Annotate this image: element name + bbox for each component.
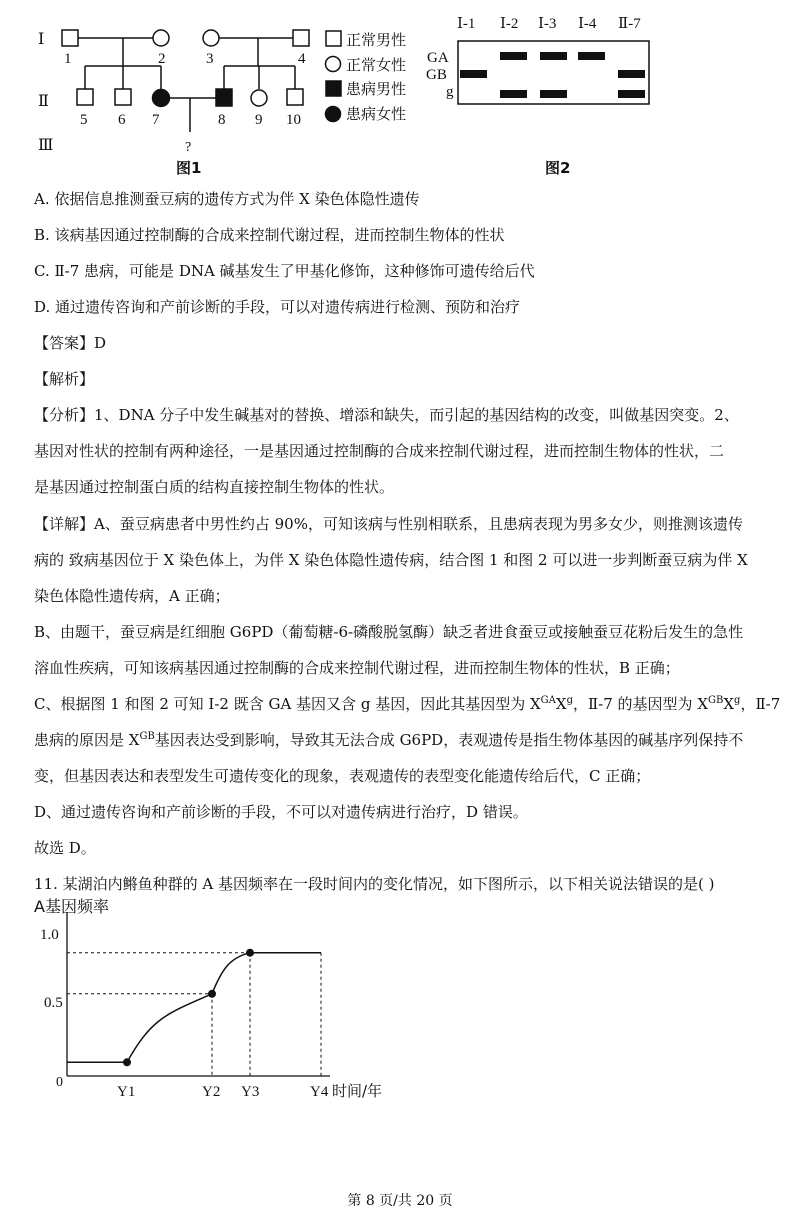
genotype-sup-gb: GB (708, 695, 724, 706)
genotype-sup-gb2: GB (139, 731, 155, 742)
band-ii7-gb (618, 70, 645, 78)
x-tick-label-y3: Y3 (241, 1084, 260, 1100)
genotype-x2: X (723, 695, 735, 713)
lane-label-i2: Ⅰ-2 (500, 16, 519, 32)
gene-frequency-chart (0, 890, 440, 1105)
individual-3-normal-female (203, 30, 219, 46)
lane-label-i1: Ⅰ-1 (457, 16, 476, 32)
band-i3-ga (540, 52, 567, 60)
y-tick-label-05: 0.5 (44, 995, 63, 1011)
lane-label-i4: Ⅰ-4 (578, 16, 597, 32)
genotype-sup-ga: GA (540, 695, 556, 706)
generation-label-3: Ⅲ (38, 137, 54, 154)
individual-9-normal-female (251, 90, 267, 106)
number-10: 10 (286, 112, 301, 128)
genotype-sup-g1: g (566, 695, 573, 706)
conclusion: 故选 D。 (34, 839, 96, 857)
series-line-a-frequency (67, 953, 321, 1063)
data-point-1 (123, 1058, 131, 1066)
option-d: D. 通过遗传咨询和产前诊断的手段，可以对遗传病进行检测、预防和治疗 (34, 298, 521, 316)
generation-label-1: Ⅰ (38, 31, 45, 48)
chart-xlabel: 时间/年 (332, 1082, 383, 1100)
option-c: C. Ⅱ-7 患病，可能是 DNA 碱基发生了甲基化修饰，这种修饰可遗传给后代 (34, 262, 535, 280)
x-tick-label-y1: Y1 (117, 1084, 136, 1100)
detail-a-line-1: 【详解】A、蚕豆病患者中男性约占 90%，可知该病与性别相联系，且患病表现为男多女少，则推测该遗传 (34, 515, 743, 533)
number-9: 9 (255, 112, 263, 128)
legend-normal-male-label: 正常男性 (346, 31, 407, 49)
band-i4-ga (578, 52, 605, 60)
legend-normal-female-icon (326, 57, 341, 72)
x-tick-label-y2: Y2 (202, 1084, 221, 1100)
detail-c-line-2 (34, 730, 770, 750)
band-i2-g (500, 90, 527, 98)
individual-4-normal-male (293, 30, 309, 46)
individual-2-normal-female (153, 30, 169, 46)
detail-c-text-5: 基因表达受到影响，导致其无法合成 G6PD，表观遗传是指生物体基因的碱基序列保持不 (154, 731, 744, 749)
individual-10-normal-male (287, 89, 303, 105)
origin-label: 0 (56, 1075, 63, 1090)
detail-c-line-3: 变，但基因表达和表型发生可遗传变化的现象，表观遗传的表型变化能遗传给后代，C 正确； (34, 767, 651, 785)
number-1: 1 (64, 51, 72, 67)
analysis-line-3: 是基因通过控制蛋白质的结构直接控制生物体的性状。 (34, 478, 395, 496)
option-b: B. 该病基因通过控制酶的合成来控制代谢过程，进而控制生物体的性状 (34, 226, 505, 244)
row-label-ga: GA (427, 50, 449, 66)
legend-normal-male-icon (326, 31, 341, 46)
x-tick-label-y4: Y4 (310, 1084, 329, 1100)
page-footer: 第 8 页/共 20 页 (347, 1193, 453, 1209)
genotype-x: X (555, 695, 567, 713)
chart-ylabel: A基因频率 (34, 897, 109, 916)
number-6: 6 (118, 112, 126, 128)
analysis-line-1: 【分析】1、DNA 分子中发生碱基对的替换、增添和缺失，而引起的基因结构的改变，叫做基因突变。2、 (34, 406, 739, 424)
figure2-caption: 图2 (545, 159, 571, 177)
generation-label-2: Ⅱ (38, 93, 49, 110)
individual-7-affected-female (153, 90, 170, 107)
analysis-line-2: 基因对性状的控制有两种途径，一是基因通过控制酶的合成来控制代谢过程，进而控制生物体的性状，二 (34, 442, 725, 460)
legend-affected-female-icon (326, 107, 341, 122)
answer: 【答案】D (34, 334, 107, 352)
figure1-pedigree (0, 0, 420, 185)
detail-d-line-1: D、通过遗传咨询和产前诊断的手段，不可以对遗传病进行治疗，D 错误。 (34, 803, 528, 821)
question-11: 11. 某湖泊内鳉鱼种群的 A 基因频率在一段时间内的变化情况，如下图所示，以下相关说法错误的是( ) (34, 875, 715, 893)
unknown-child-mark: ? (185, 140, 192, 155)
band-ii7-g (618, 90, 645, 98)
number-7: 7 (152, 112, 160, 128)
detail-c-text-3: ，Ⅱ-7 (740, 695, 781, 713)
detail-c-text-4: 患病的原因是 X (34, 731, 140, 749)
band-i3-g (540, 90, 567, 98)
detail-b-line-2: 溶血性疾病，可知该病基因通过控制酶的合成来控制代谢过程，进而控制生物体的性状，B 正确； (34, 659, 680, 677)
figure2-electrophoresis (420, 0, 670, 185)
number-4: 4 (298, 51, 306, 67)
band-i2-ga (500, 52, 527, 60)
analysis-label: 【解析】 (34, 370, 95, 388)
number-8: 8 (218, 112, 226, 128)
row-label-gb: GB (426, 67, 447, 83)
y-tick-label-1: 1.0 (40, 927, 59, 943)
detail-c-text-2: ，Ⅱ-7 的基因型为 X (572, 695, 708, 713)
individual-1-normal-male (62, 30, 78, 46)
detail-b-line-1: B、由题干，蚕豆病是红细胞 G6PD（葡萄糖-6-磷酸脱氢酶）缺乏者进食蚕豆或接触蚕豆花粉后发生的急性 (34, 623, 744, 641)
detail-a-line-3: 染色体隐性遗传病，A 正确； (34, 587, 230, 605)
individual-8-affected-male (216, 89, 232, 106)
legend-affected-female-label: 患病女性 (346, 105, 407, 123)
number-5: 5 (80, 112, 88, 128)
lane-label-ii7: Ⅱ-7 (618, 16, 641, 32)
option-a: A. 依据信息推测蚕豆病的遗传方式为伴 X 染色体隐性遗传 (34, 190, 420, 208)
legend-affected-male-icon (326, 81, 341, 96)
data-point-3 (246, 949, 254, 957)
legend-normal-female-label: 正常女性 (346, 56, 407, 74)
individual-5-normal-male (77, 89, 93, 105)
detail-c-line-1 (34, 694, 781, 714)
number-3: 3 (206, 51, 214, 67)
genotype-sup-g2: g (734, 695, 741, 706)
number-2: 2 (158, 51, 166, 67)
figure1-caption: 图1 (176, 159, 202, 177)
legend-affected-male-label: 患病男性 (346, 80, 407, 98)
lane-label-i3: Ⅰ-3 (538, 16, 557, 32)
band-i1-gb (460, 70, 487, 78)
individual-6-normal-male (115, 89, 131, 105)
detail-a-line-2: 病的 致病基因位于 X 染色体上，为伴 X 染色体隐性遗传病，结合图 1 和图 2 可以进一步判断蚕豆病为伴 X (34, 551, 748, 569)
data-point-2 (208, 990, 216, 998)
row-label-g: g (446, 84, 454, 100)
detail-c-text-1: C、根据图 1 和图 2 可知 Ⅰ-2 既含 GA 基因又含 g 基因，因此其基因型为 X (34, 695, 541, 713)
chart-marks (67, 949, 321, 1076)
